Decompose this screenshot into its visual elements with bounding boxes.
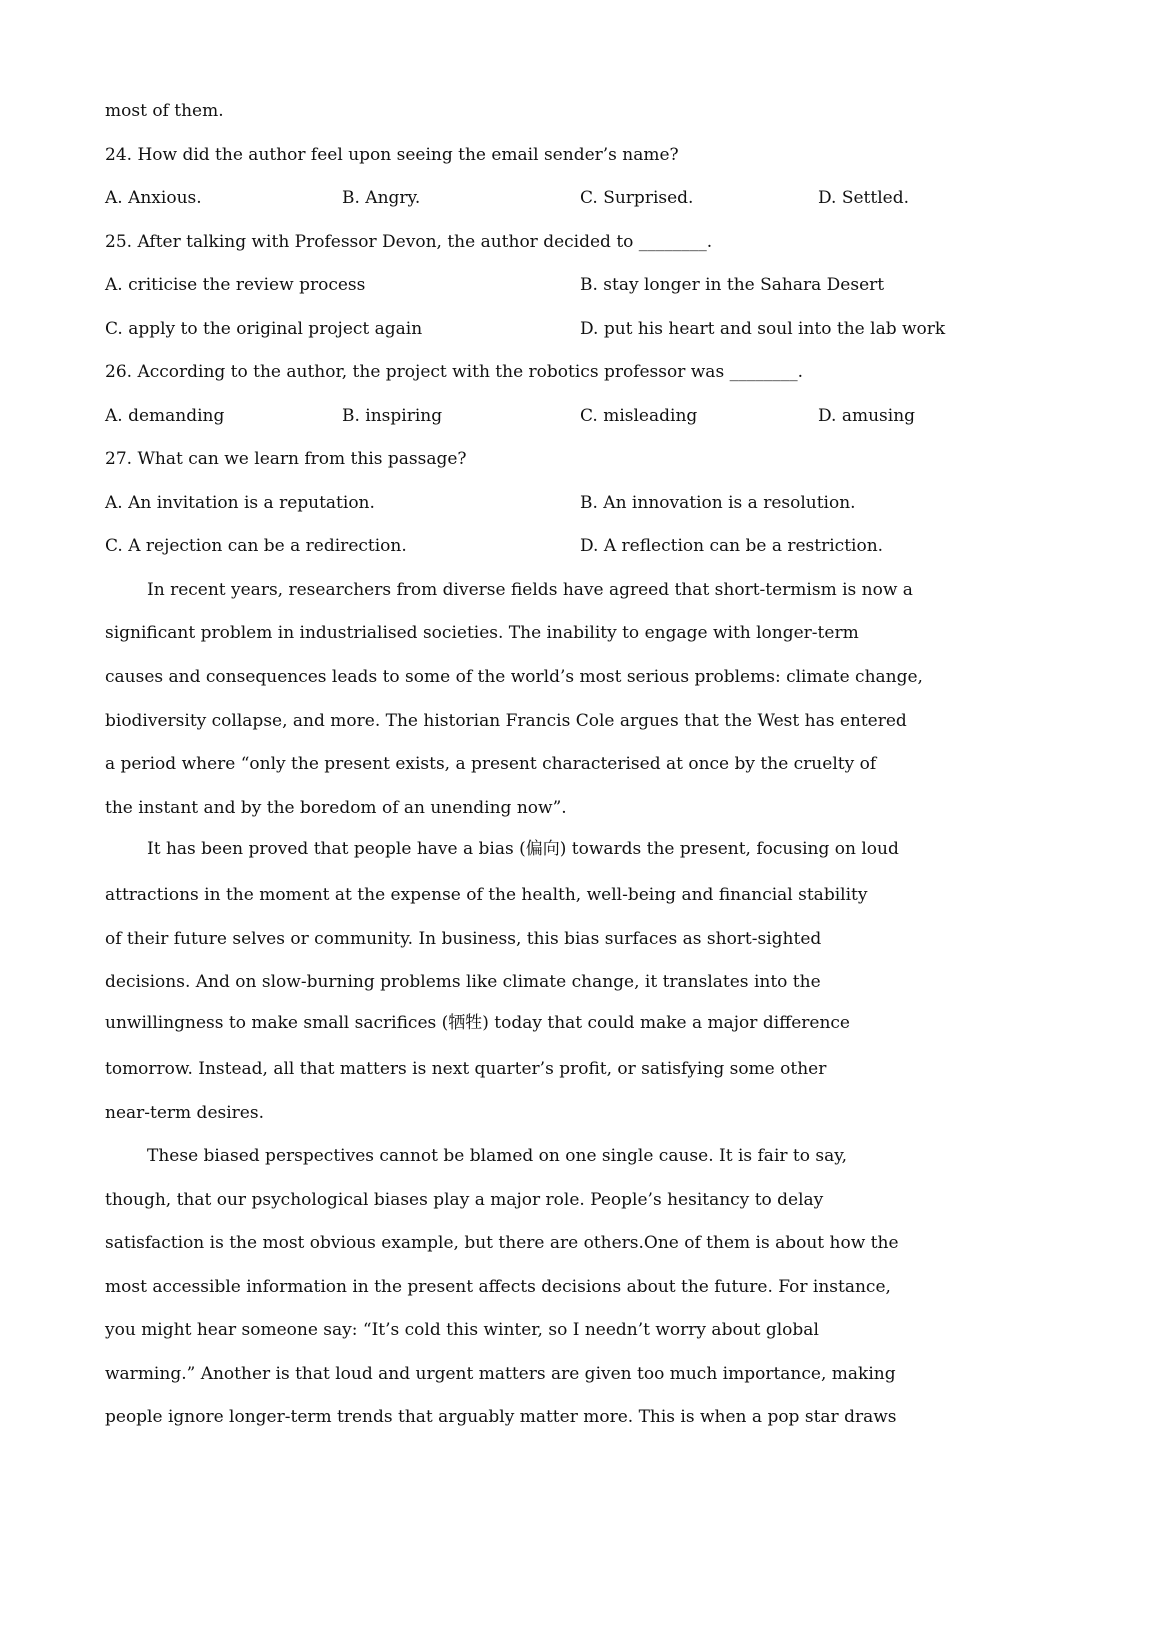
passage-p3-line: you might hear someone say: “It’s cold this winter, so I needn’t worry about global: [105, 1320, 819, 1340]
continuation-line: most of them.: [105, 101, 224, 121]
passage-p2-line: decisions. And on slow-burning problems like climate change, it translates into the: [105, 972, 821, 992]
question-24-option-c: C. Surprised.: [580, 188, 694, 208]
question-27-stem: 27. What can we learn from this passage?: [105, 449, 467, 469]
passage-p1-line: significant problem in industrialised societies. The inability to engage with longer-term: [105, 623, 859, 643]
passage-p2-line: near-term desires.: [105, 1103, 264, 1123]
passage-p3-line: people ignore longer-term trends that arguably matter more. This is when a pop star draws: [105, 1407, 897, 1427]
passage-p1-line: biodiversity collapse, and more. The historian Francis Cole argues that the West has entered: [105, 711, 907, 731]
passage-p3-line: though, that our psychological biases play a major role. People’s hesitancy to delay: [105, 1190, 824, 1210]
question-25-option-d: D. put his heart and soul into the lab work: [580, 319, 946, 339]
question-25-option-b: B. stay longer in the Sahara Desert: [580, 275, 885, 295]
question-26-option-b: B. inspiring: [342, 406, 443, 426]
passage-p2-line: unwillingness to make small sacrifices (牺牲) today that could make a major difference: [105, 1013, 850, 1033]
question-26-option-c: C. misleading: [580, 406, 698, 426]
passage-p1-line: the instant and by the boredom of an unending now”.: [105, 798, 567, 818]
question-25-option-c: C. apply to the original project again: [105, 319, 423, 339]
passage-p3-line: satisfaction is the most obvious example, but there are others.One of them is about how the: [105, 1233, 899, 1253]
question-26-option-a: A. demanding: [105, 406, 225, 426]
passage-p2-line: attractions in the moment at the expense of the health, well-being and financial stability: [105, 885, 868, 905]
passage-p3-line: warming.” Another is that loud and urgent matters are given too much importance, making: [105, 1364, 896, 1384]
passage-p3-line: These biased perspectives cannot be blamed on one single cause. It is fair to say,: [147, 1146, 847, 1166]
passage-p2-line: tomorrow. Instead, all that matters is next quarter’s profit, or satisfying some other: [105, 1059, 827, 1079]
question-27-option-b: B. An innovation is a resolution.: [580, 493, 856, 513]
passage-p2-line: of their future selves or community. In business, this bias surfaces as short-sighted: [105, 929, 822, 949]
question-27-option-a: A. An invitation is a reputation.: [105, 493, 375, 513]
question-25-stem: 25. After talking with Professor Devon, the author decided to ________.: [105, 232, 713, 252]
passage-p3-line: most accessible information in the present affects decisions about the future. For instance,: [105, 1277, 891, 1297]
question-24-option-b: B. Angry.: [342, 188, 421, 208]
question-24-option-d: D. Settled.: [818, 188, 909, 208]
question-24-option-a: A. Anxious.: [105, 188, 202, 208]
question-24-stem: 24. How did the author feel upon seeing the email sender’s name?: [105, 145, 679, 165]
passage-p1-line: causes and consequences leads to some of the world’s most serious problems: climate change,: [105, 667, 923, 687]
passage-p1-line: a period where “only the present exists, a present characterised at once by the cruelty of: [105, 754, 877, 774]
question-26-option-d: D. amusing: [818, 406, 916, 426]
question-26-stem: 26. According to the author, the project with the robotics professor was ________.: [105, 362, 803, 382]
question-25-option-a: A. criticise the review process: [105, 275, 366, 295]
passage-p2-line: It has been proved that people have a bias (偏向) towards the present, focusing on loud: [147, 839, 899, 859]
question-27-option-c: C. A rejection can be a redirection.: [105, 536, 407, 556]
passage-p1-line: In recent years, researchers from diverse fields have agreed that short-termism is now a: [147, 580, 913, 600]
question-27-option-d: D. A reflection can be a restriction.: [580, 536, 884, 556]
